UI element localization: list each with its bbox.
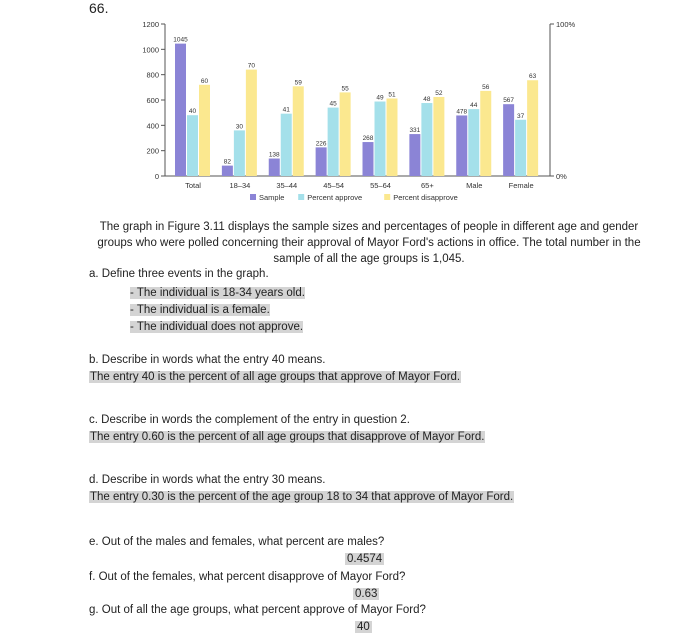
bar-value-label: 44	[470, 102, 478, 110]
problem-number: 66.	[89, 0, 109, 16]
bar-value-label: 82	[223, 158, 231, 166]
category-label: 35–44	[276, 181, 298, 190]
bar-value-label: 37	[517, 112, 525, 120]
bar-sample	[456, 115, 467, 176]
category-label: Male	[466, 181, 483, 190]
bar-percent-disapprove	[293, 86, 304, 176]
legend-swatch	[384, 194, 390, 200]
answer-a-event-1: - The individual is 18-34 years old.	[130, 287, 305, 299]
answer-a-event-3: - The individual does not approve.	[130, 321, 304, 333]
question-e: e. Out of the males and females, what percent are males?	[89, 536, 385, 548]
bar-percent-disapprove	[433, 97, 444, 176]
question-c: c. Describe in words the complement of the entry in question 2.	[89, 414, 410, 426]
bar-value-label: 51	[388, 91, 396, 99]
bar-value-label: 40	[188, 108, 197, 116]
answer-e: 0.4574	[347, 553, 383, 565]
bar-percent-approve	[328, 108, 339, 176]
bar-percent-approve	[468, 109, 479, 176]
right-tick-label: 100%	[556, 20, 576, 29]
question-f: f. Out of the females, what percent disapprove of Mayor Ford?	[89, 571, 406, 583]
intro-paragraph: The graph in Figure 3.11 displays the sample sizes and percentages of people in different age and gender groups who were polled concerning their approval of Mayor Ford's actions in office. The total number in the sample of all the age groups is 1,045.	[97, 221, 641, 265]
legend-label: Percent approve	[307, 193, 363, 202]
bar-value-label: 1045	[173, 36, 188, 44]
bar-value-label: 41	[282, 106, 290, 114]
bar-value-label: 70	[247, 62, 255, 70]
bar-percent-disapprove	[527, 80, 538, 176]
question-b: b. Describe in words what the entry 40 means.	[89, 354, 326, 366]
answer-f: 0.63	[355, 588, 378, 600]
bar-value-label: 268	[362, 135, 374, 143]
left-tick-label: 200	[146, 146, 159, 156]
bar-value-label: 138	[268, 151, 280, 159]
answer-a-event-2: - The individual is a female.	[130, 304, 270, 316]
left-tick-label: 0	[154, 172, 159, 181]
question-g: g. Out of all the age groups, what percent approve of Mayor Ford?	[89, 604, 426, 616]
bar-value-label: 59	[294, 79, 302, 87]
answer-c: The entry 0.60 is the percent of all age groups that disapprove of Mayor Ford.	[90, 431, 485, 443]
category-label: Total	[185, 181, 201, 190]
right-tick-label: 0%	[556, 172, 567, 181]
bar-sample	[409, 134, 420, 176]
question-d: d. Describe in words what the entry 30 means.	[89, 474, 326, 486]
bar-value-label: 226	[315, 140, 327, 148]
bar-sample	[363, 142, 374, 176]
category-label: Female	[508, 181, 534, 190]
left-tick-label: 600	[146, 96, 159, 105]
legend-swatch	[250, 194, 256, 200]
bar-value-label: 63	[529, 73, 537, 81]
category-label: 45–54	[323, 181, 345, 190]
bar-percent-disapprove	[387, 98, 398, 176]
bar-percent-approve	[187, 115, 198, 176]
bar-value-label: 478	[456, 108, 468, 116]
bar-percent-disapprove	[246, 70, 257, 176]
bar-value-label: 55	[341, 85, 349, 93]
bar-percent-disapprove	[199, 85, 210, 176]
question-a: a. Define three events in the graph.	[89, 268, 269, 280]
bar-sample	[503, 104, 514, 176]
bar-value-label: 56	[482, 83, 490, 91]
bar-value-label: 60	[200, 77, 209, 85]
bar-value-label: 49	[376, 94, 384, 102]
chart-legend	[250, 193, 458, 202]
left-tick-label: 1000	[142, 45, 159, 55]
category-label: 18–34	[229, 181, 251, 190]
bar-sample	[222, 166, 233, 176]
bar-sample	[316, 147, 327, 176]
category-label: 55–64	[370, 181, 391, 190]
chart-bars	[173, 37, 538, 190]
answer-b: The entry 40 is the percent of all age groups that approve of Mayor Ford.	[90, 371, 461, 383]
bar-percent-approve	[234, 130, 245, 176]
left-tick-label: 400	[146, 121, 159, 131]
bar-value-label: 48	[423, 96, 431, 104]
bar-percent-approve	[515, 120, 526, 176]
bar-percent-disapprove	[480, 91, 491, 176]
bar-percent-approve	[375, 102, 386, 176]
bar-percent-approve	[421, 103, 432, 176]
bar-value-label: 567	[503, 97, 515, 105]
left-tick-label: 1200	[142, 20, 159, 29]
bar-sample	[269, 159, 280, 176]
bar-value-label: 45	[329, 100, 337, 108]
bar-value-label: 52	[435, 89, 443, 97]
answer-a	[130, 285, 305, 336]
bar-value-label: 30	[235, 123, 243, 131]
answer-g: 40	[357, 621, 370, 633]
bar-percent-approve	[281, 114, 292, 176]
answer-d: The entry 0.30 is the percent of the age group 18 to 34 that approve of Mayor Ford.	[90, 491, 514, 503]
legend-label: Percent disapprove	[393, 193, 458, 202]
left-tick-label: 800	[146, 70, 159, 80]
legend-label: Sample	[259, 193, 285, 202]
bar-chart	[0, 0, 700, 215]
bar-sample	[175, 44, 186, 176]
category-label: 65+	[421, 181, 434, 190]
legend-swatch	[298, 194, 304, 200]
bar-percent-disapprove	[340, 92, 351, 176]
bar-value-label: 331	[409, 127, 421, 135]
